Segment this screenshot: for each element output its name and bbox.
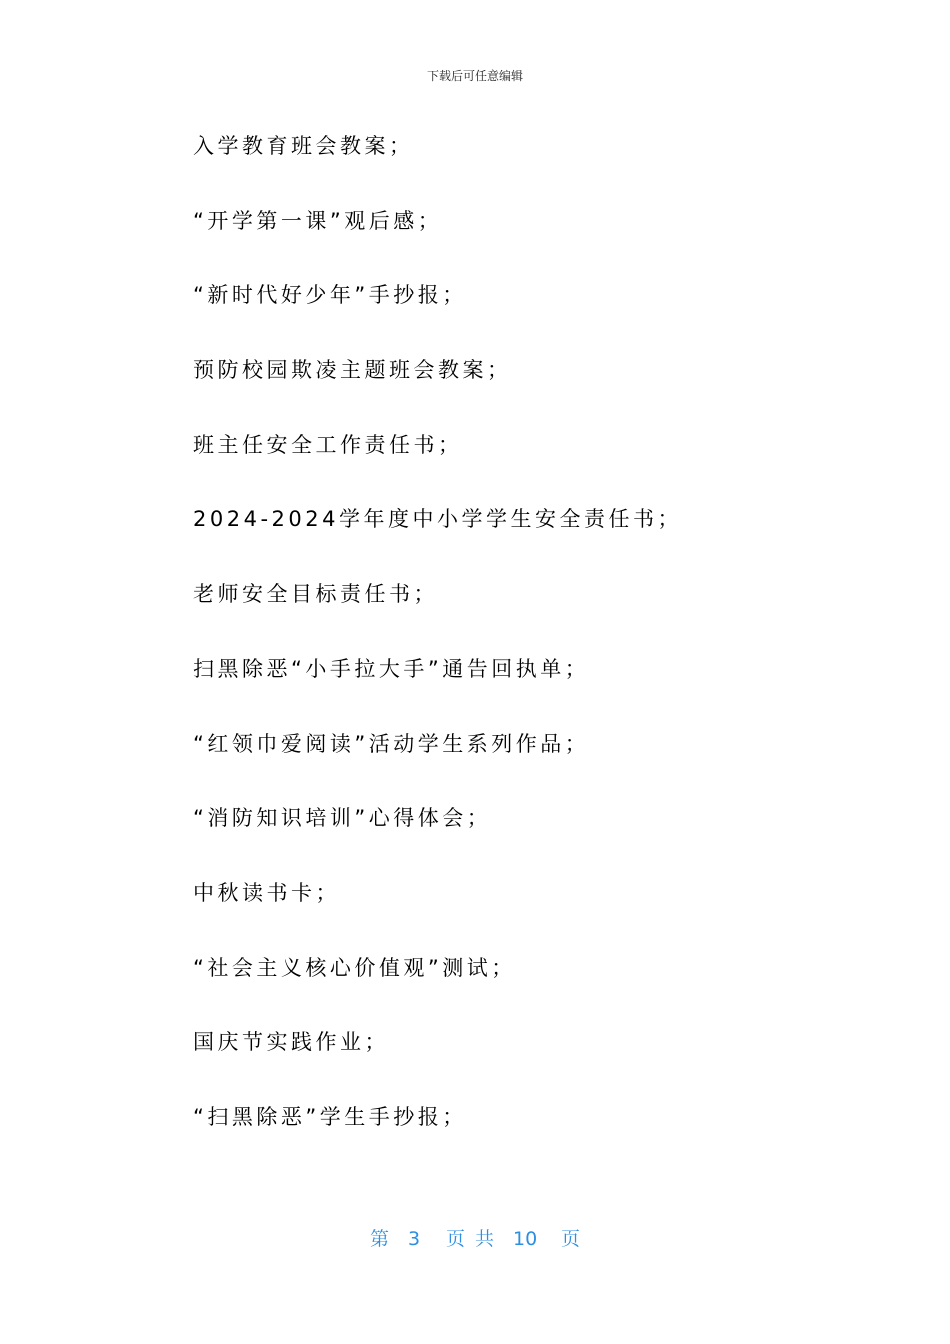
page-suffix: 页	[446, 1228, 466, 1250]
list-item: 预防校园欺凌主题班会教案；	[193, 358, 512, 383]
list-item: 班主任安全工作责任书；	[193, 432, 463, 457]
list-item: 中秋读书卡；	[193, 880, 340, 905]
total-prefix: 共	[475, 1228, 495, 1250]
list-item: 入学教育班会教案；	[193, 134, 414, 158]
document-body	[193, 132, 682, 1178]
list-item: 国庆节实践作业；	[193, 1030, 389, 1055]
current-page-number: 3	[408, 1228, 421, 1250]
list-item: “开学第一课”观后感；	[193, 208, 443, 233]
list-item: 老师安全目标责任书；	[193, 582, 438, 607]
list-item: “扫黑除恶”学生手抄报；	[193, 1104, 467, 1129]
list-item: 扫黑除恶“小手拉大手”通告回执单；	[193, 656, 590, 681]
header-note: 下载后可任意编辑	[426, 69, 523, 83]
list-item: “红领巾爱阅读”活动学生系列作品；	[193, 731, 590, 756]
list-item: “消防知识培训”心得体会；	[193, 806, 492, 831]
page-prefix: 第	[370, 1228, 390, 1250]
total-pages-number: 10	[513, 1228, 538, 1250]
list-item: 2024-2024学年度中小学学生安全责任书；	[193, 507, 682, 532]
list-item: “社会主义核心价值观”测试；	[193, 955, 516, 980]
list-item: “新时代好少年”手抄报；	[193, 283, 467, 308]
total-suffix: 页	[561, 1228, 581, 1250]
